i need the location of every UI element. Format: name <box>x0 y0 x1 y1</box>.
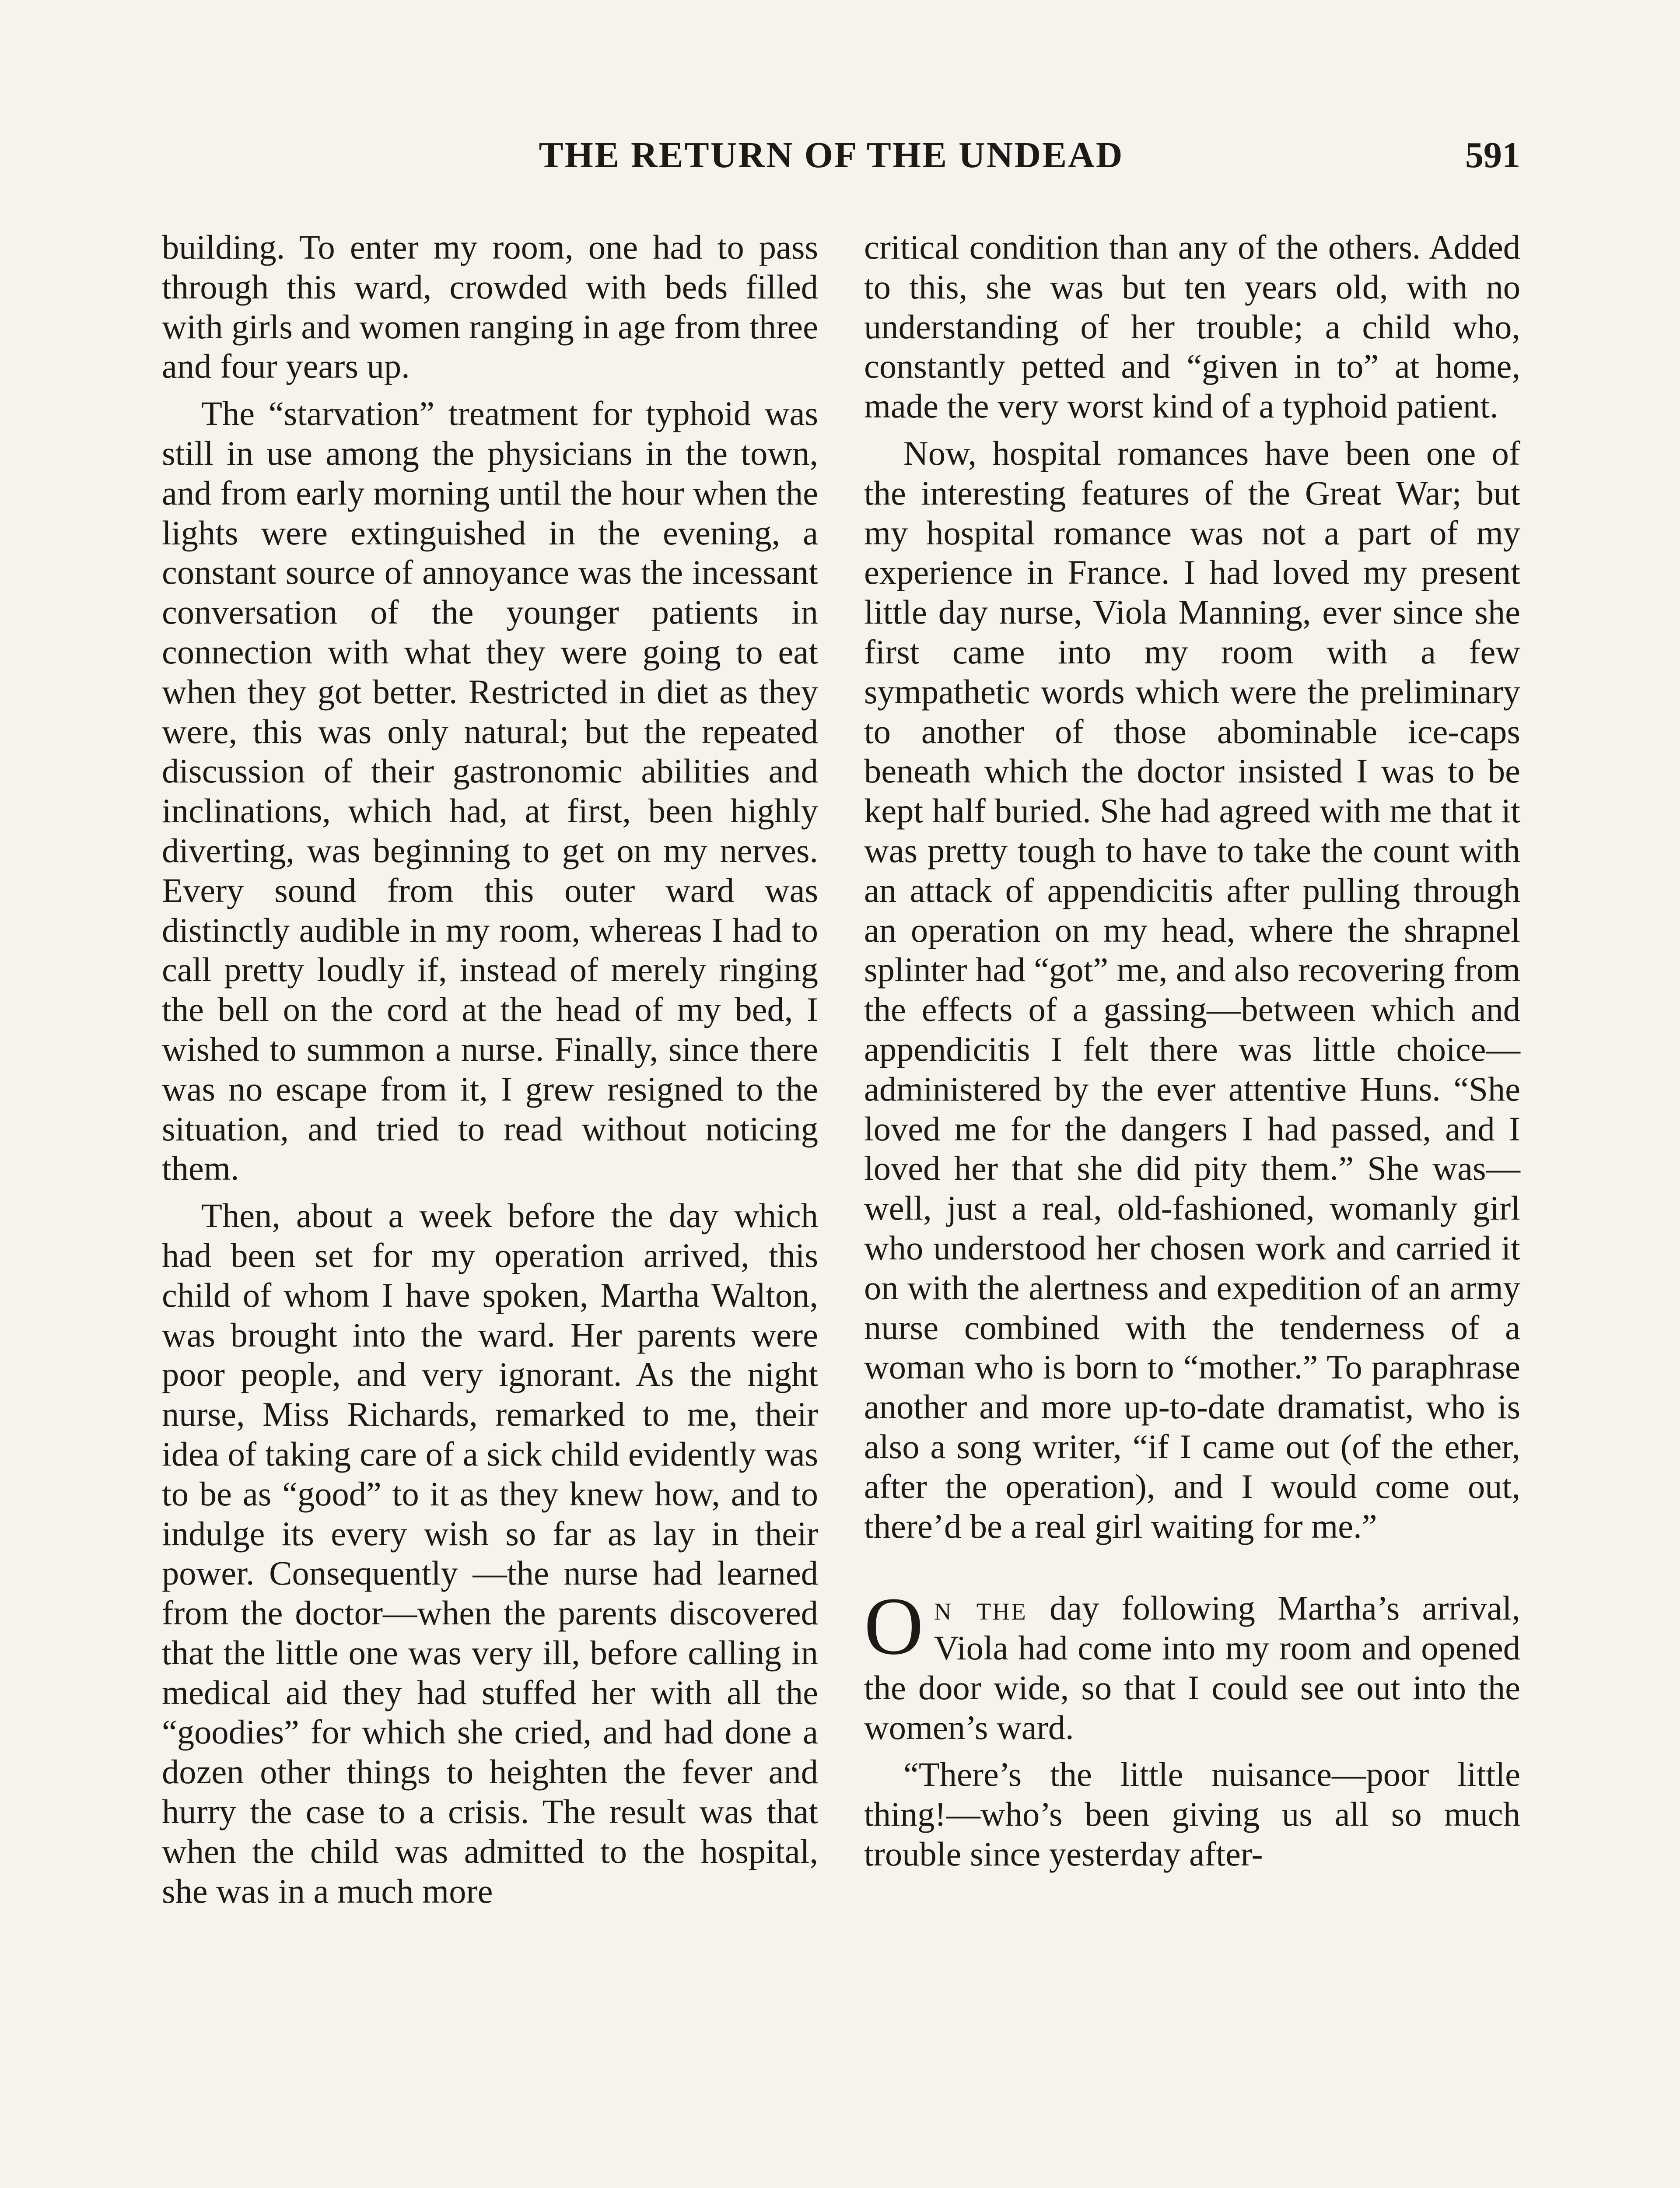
paragraph: The “starvation” treatment for typhoid was still in use among the physicians in the town, and from early morning until the hour when the lights were extinguished in the evening, a constant source of annoyance was the incessant conversation of the younger patients in connection with what they were going to eat when they got better. Restricted in diet as they were, this was only natural; but the repeated discussion of their gastronomic abilities and inclinations, which had, at first, been highly diverting, was beginning to get on my nerves. Every sound from this outer ward was distinctly audible in my room, whereas I had to call pretty loudly if, instead of merely ringing the bell on the cord at the head of my bed, I wished to summon a nurse. Finally, since there was no escape from it, I grew resigned to the situation, and tried to read without noticing them. <box>162 394 818 1188</box>
page-number: 591 <box>1465 135 1520 175</box>
paragraph: “There’s the little nuisance—poor little thing!—who’s been giving us all so much trouble since yesterday after- <box>864 1755 1520 1873</box>
section-break <box>864 1553 1520 1588</box>
paragraph: Now, hospital romances have been one of the interesting features of the Great War; but my hospital romance was not a part of my experience in France. I had loved my present little day nurse, Viola Manning, ever since she first came into my room with a few sympathetic words which were the preliminary to another of those abominable ice-caps beneath which the doctor insisted I was to be kept half buried. She had agreed with me that it was pretty tough to have to take the count with an attack of appendicitis after pulling through an operation on my head, where the shrapnel splinter had “got” me, and also recovering from the effects of a gassing—between which and appendicitis I felt there was little choice—administered by the ever attentive Huns. “She loved me for the dangers I had passed, and I loved her that she did pity them.” She was—well, just a real, old-fashioned, womanly girl who understood her chosen work and carried it on with the alertness and expedition of an army nurse combined with the tenderness of a woman who is born to “mother.” To paraphrase another and more up-to-date dramatist, who is also a song writer, “if I came out (of the ether, after the operation), and I would come out, there’d be a real girl waiting for me.” <box>864 434 1520 1545</box>
running-head <box>162 131 1520 179</box>
paragraph-text: day following Martha’s arrival, Viola had come into my room and opened the door wide, so that I could see out into the women’s ward. <box>864 1589 1521 1746</box>
paragraph: Then, about a week before the day which had been set for my operation arrived, this child of whom I have spoken, Martha Walton, was brought into the ward. Her parents were poor people, and very ignorant. As the night nurse, Miss Richards, remarked to me, their idea of taking care of a sick child evidently was to be as “good” to it as they knew how, and to indulge its every wish so far as lay in their power. Consequently —the nurse had learned from the doctor—when the parents discovered that the little one was very ill, before calling in medical aid they had stuffed her with all the “goodies” for which she cried, and had done a dozen other things to heighten the fever and hurry the case to a crisis. The result was that when the child was admitted to the hospital, she was in a much more <box>162 1196 818 1910</box>
section-opening-paragraph <box>864 1580 1521 1747</box>
small-caps-lead: n the <box>934 1589 1027 1627</box>
right-column <box>864 228 1520 1882</box>
left-column <box>162 228 818 1918</box>
paragraph: critical condition than any of the others. Added to this, she was but ten years old, with no understanding of her trouble; a child who, constantly petted and “given in to” at home, made the very worst kind of a typhoid patient. <box>864 228 1520 425</box>
running-title: THE RETURN OF THE UNDEAD <box>539 135 1124 175</box>
paragraph: building. To enter my room, one had to pass through this ward, crowded with beds filled with girls and women ranging in age from three and four years up. <box>162 228 818 386</box>
drop-cap: O <box>864 1580 924 1672</box>
